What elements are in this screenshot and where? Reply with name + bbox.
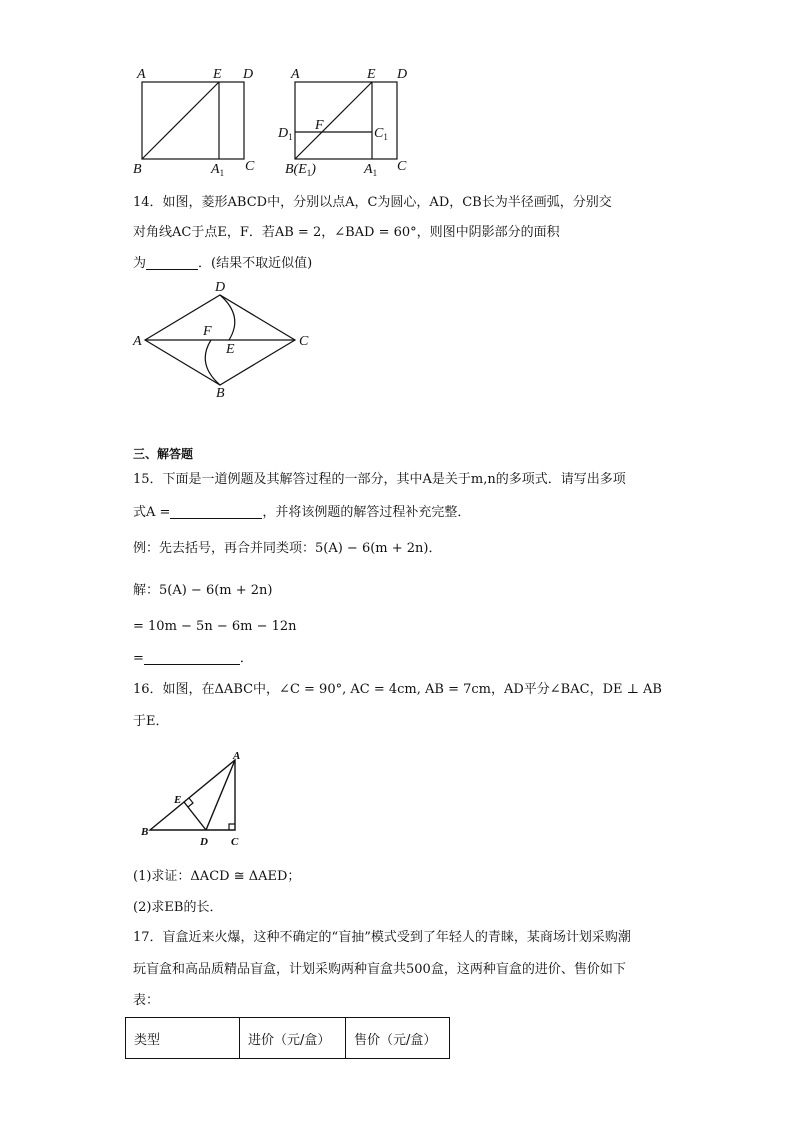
answer-blank [144, 650, 240, 665]
label-A: A [137, 67, 146, 82]
q14-line-2: 对角线AC于点E，F．若AB = 2，∠BAD = 60°，则图中阴影部分的面积 [133, 225, 560, 240]
table-header-row [126, 1018, 450, 1059]
q16-part-2: (2)求EB的长． [133, 900, 223, 915]
arc-from-A [220, 295, 235, 340]
label-A1: $A_1$ [211, 162, 225, 178]
answer-blank [146, 255, 198, 270]
q15-example: 例：先去括号，再合并同类项：5(A) − 6(m + 2n)． [133, 541, 442, 556]
label-C: C [245, 159, 255, 174]
q17-line-2: 玩盲盒和高品质精品盲盒，计划采购两种盲盒共500盒，这两种盲盒的进价、售价如下 [133, 962, 626, 977]
q14-line-3-prefix: 为 [133, 256, 147, 271]
right-rectangle [295, 82, 397, 159]
label-A: A [233, 750, 241, 762]
q15-solution-1: 解：5(A) − 6(m + 2n) [133, 583, 273, 598]
q15-solution-3-prefix: = [133, 651, 144, 666]
figure-14-rhombus [125, 278, 325, 403]
q15-solution-3-suffix: ． [239, 651, 253, 666]
section-title: 三、解答题 [133, 447, 194, 461]
perpendicular-DE [184, 802, 206, 830]
left-rectangle [142, 82, 244, 159]
right-angle-mark-C [229, 824, 235, 830]
q16-line-1: 16．如图，在ΔABC中，∠C = 90°, AC = 4cm, AB = 7cm，AD平分∠BAC，DE ⊥ AB [133, 682, 662, 697]
label-E: E [226, 342, 235, 357]
label-F: F [315, 118, 324, 133]
triangle-ABC [150, 760, 235, 830]
label-E: E [213, 67, 222, 82]
price-table [125, 1017, 450, 1059]
label-E: E [174, 794, 182, 806]
q15-line-2-prefix: 式A = [133, 505, 171, 520]
arc-from-C [205, 340, 220, 385]
q15-line-1: 15．下面是一道例题及其解答过程的一部分，其中A是关于m,n的多项式．请写出多项 [133, 472, 626, 487]
label-B-E1: $B(E_1)$ [285, 162, 316, 178]
label-C1: $C_1$ [374, 126, 388, 142]
q16-part-1: (1)求证：ΔACD ≅ ΔAED； [133, 869, 301, 884]
label-B: B [216, 386, 225, 401]
q17-line-1: 17．盲盒近来火爆，这种不确定的“盲抽”模式受到了年轻人的青睐，某商场计划采购潮 [133, 930, 631, 945]
label-B: B [133, 162, 142, 177]
label-D: D [200, 836, 208, 848]
label-D1: $D_1$ [278, 126, 293, 142]
label-A: A [291, 67, 300, 82]
label-C: C [231, 836, 239, 848]
label-C: C [397, 159, 407, 174]
q15-line-2 [133, 504, 470, 522]
q15-solution-3 [133, 650, 253, 668]
table-header-cost: 进价（元/盒） [240, 1018, 346, 1059]
label-D: D [243, 67, 254, 82]
label-F: F [203, 324, 212, 339]
label-D: D [215, 280, 226, 295]
label-B: B [141, 826, 149, 838]
figure-16-triangle [138, 748, 253, 853]
label-E: E [367, 67, 376, 82]
q14-line-3 [133, 255, 312, 273]
label-C: C [299, 334, 309, 349]
table-header-price: 售价（元/盒） [346, 1018, 450, 1059]
q15-line-2-suffix: ，并将该例题的解答过程补充完整． [262, 505, 471, 520]
q17-line-3: 表： [133, 993, 160, 1008]
q14-line-3-suffix: ．(结果不取近似值) [198, 256, 313, 271]
table-header-type: 类型 [126, 1018, 240, 1059]
q16-line-2: 于E． [133, 714, 169, 729]
label-A1: $A_1$ [364, 162, 378, 178]
bisector-AD [206, 760, 235, 830]
q14-line-1: 14．如图，菱形ABCD中，分别以点A，C为圆心，AD，CB长为半径画弧，分别交 [133, 195, 612, 210]
right-angle-mark-E [188, 798, 193, 807]
label-D: D [397, 67, 408, 82]
label-A: A [133, 334, 142, 349]
q15-solution-2: = 10m − 5n − 6m − 12n [133, 619, 297, 634]
figure-13-rectangles [125, 60, 425, 180]
answer-blank [170, 504, 262, 519]
